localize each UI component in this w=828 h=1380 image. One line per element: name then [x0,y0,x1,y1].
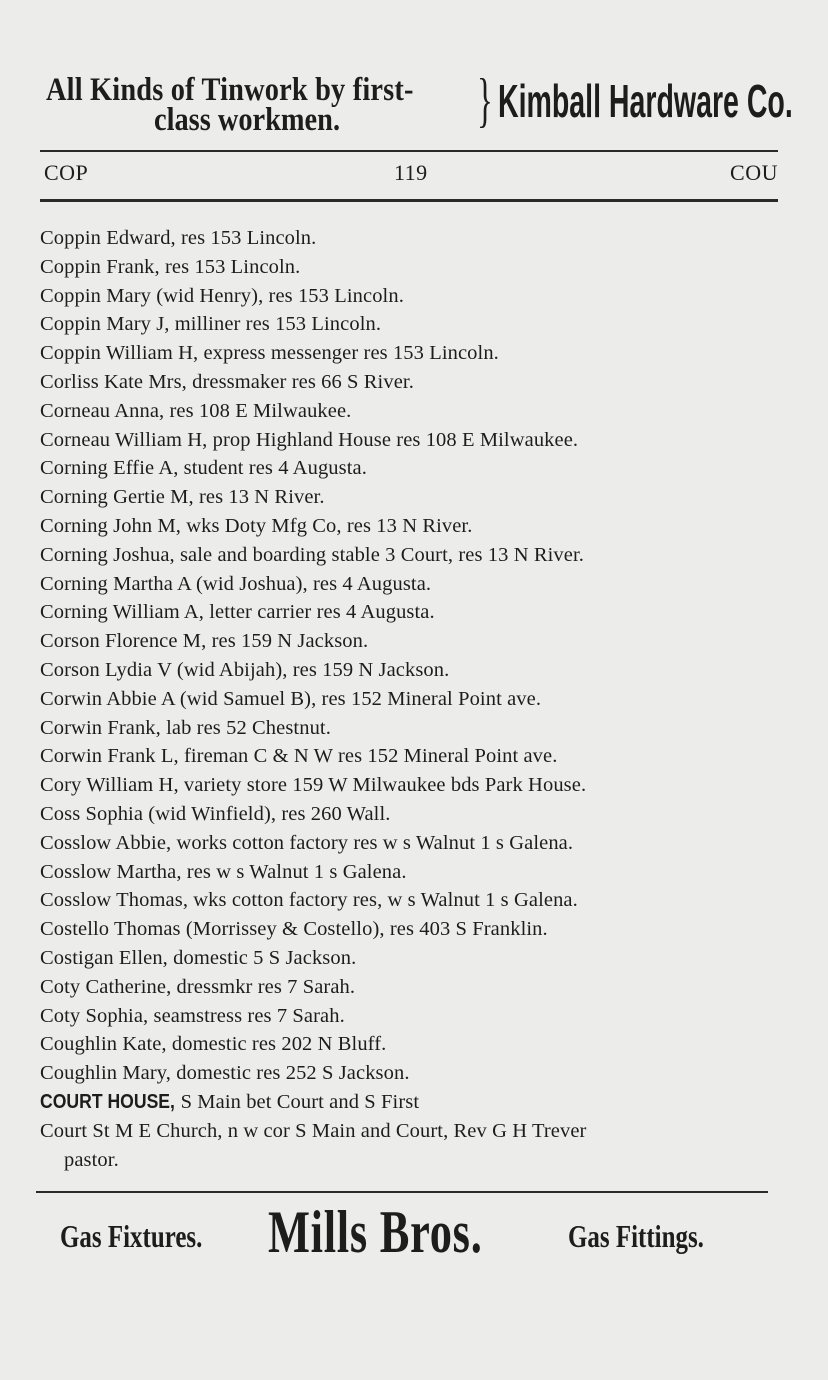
directory-entry: Corwin Abbie A (wid Samuel B), res 152 Mineral Point ave. [40,687,542,710]
court-house-detail: S Main bet Court and S First [175,1090,420,1113]
header-rule-bottom [40,199,778,202]
top-advertisement [40,64,793,144]
ad-gas-fittings: Gas Fittings. [568,1218,704,1254]
ad-gas-fixtures: Gas Fixtures. [60,1218,203,1254]
bottom-advertisement [36,1196,776,1266]
directory-entry: Corliss Kate Mrs, dressmaker res 66 S River. [40,370,414,393]
directory-entry: Corning William A, letter carrier res 4 Augusta. [40,601,435,624]
court-house-entry [40,1088,790,1117]
directory-entries [40,224,790,1174]
directory-entry: Corwin Frank, lab res 52 Chestnut. [40,716,331,739]
directory-entry: Cosslow Thomas, wks cotton factory res, w s Walnut 1 s Galena. [40,889,578,912]
directory-entry: Coss Sophia (wid Winfield), res 260 Wall. [40,802,391,825]
header-rule-top [40,150,778,152]
directory-entry: Coppin Edward, res 153 Lincoln. [40,227,317,249]
ad-brace: } [477,67,493,133]
ad-tinwork-line2: class workmen. [154,102,341,138]
directory-entry: Cory William H, variety store 159 W Milwaukee bds Park House. [40,774,587,797]
directory-entry: Coty Catherine, dressmkr res 7 Sarah. [40,975,356,998]
directory-entry: Cosslow Martha, res w s Walnut 1 s Galena. [40,860,407,883]
directory-entry: Corson Lydia V (wid Abijah), res 159 N Jackson. [40,658,450,681]
directory-entry: Corneau William H, prop Highland House res 108 E Milwaukee. [40,428,579,451]
header-guide-left: COP [44,160,89,185]
directory-entry: Coppin Frank, res 153 Lincoln. [40,255,301,278]
directory-entry: Corning Martha A (wid Joshua), res 4 Augusta. [40,572,432,595]
ad-brand-name: Mills Bros. [268,1199,483,1265]
directory-entry: Costello Thomas (Morrissey & Costello), res 403 S Franklin. [40,918,548,941]
directory-entry: Corning John M, wks Doty Mfg Co, res 13 N River. [40,514,473,537]
directory-entry: Cosslow Abbie, works cotton factory res w s Walnut 1 s Galena. [40,831,574,854]
directory-entry: Coty Sophia, seamstress res 7 Sarah. [40,1004,345,1027]
running-header [40,160,778,192]
directory-entry: Coughlin Kate, domestic res 202 N Bluff. [40,1033,387,1056]
directory-entry: Coppin William H, express messenger res 153 Lincoln. [40,342,499,365]
church-entry [40,1117,790,1175]
directory-entry: Corson Florence M, res 159 N Jackson. [40,630,369,653]
directory-entry: Corning Gertie M, res 13 N River. [40,486,325,509]
directory-entry: Corwin Frank L, fireman C & N W res 152 Mineral Point ave. [40,745,558,768]
page-number: 119 [394,160,428,185]
directory-entry: Coppin Mary J, milliner res 153 Lincoln. [40,313,382,336]
header-guide-right: COU [730,160,778,185]
ad-company-name: Kimball Hardware Co. [498,75,793,127]
directory-entry: Corning Effie A, student res 4 Augusta. [40,457,367,480]
directory-entry: Corneau Anna, res 108 E Milwaukee. [40,399,352,422]
ad-tinwork-line1: All Kinds of Tinwork by first- [46,72,414,108]
directory-entry: Corning Joshua, sale and boarding stable 3 Court, res 13 N River. [40,543,584,566]
church-entry-line1: Court St M E Church, n w cor S Main and Court, Rev G H Trever [40,1119,587,1142]
church-entry-line2: pastor. [64,1148,119,1171]
directory-entry: Costigan Ellen, domestic 5 S Jackson. [40,946,357,969]
footer-rule [36,1191,768,1193]
directory-entry: Coppin Mary (wid Henry), res 153 Lincoln. [40,284,404,307]
directory-entry: Coughlin Mary, domestic res 252 S Jackson. [40,1062,410,1085]
court-house-name: COURT HOUSE, [40,1090,175,1113]
